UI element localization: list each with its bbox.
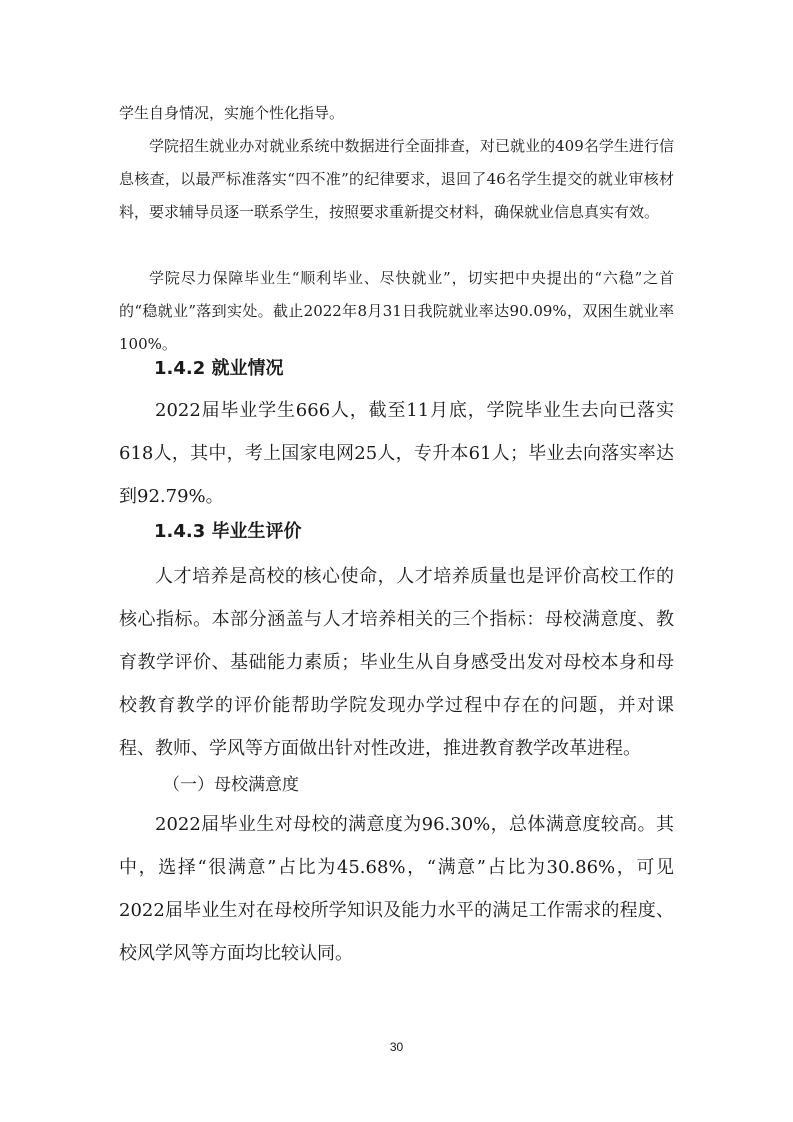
paragraph-evaluation-intro: 人才培养是高校的核心使命，人才培养质量也是评价高校工作的核心指标。本部分涵盖与人才培养相关的三个指标：母校满意度、教育教学评价、基础能力素质；毕业生从自身感受出发对母校本身和母校教育教学的评价能帮助学院发现办学过程中存在的问题，并对课程、教师、学风等方面做出针对性改进，推进教育教学改革进程。 (119, 566, 674, 759)
paragraph-employment-status: 2022届毕业学生666人，截至11月底，学院毕业生去向已落实618人，其中，考上国家电网25人，专升本61人；毕业去向落实率达到92.79%。 (119, 400, 674, 507)
paragraph-employment-rate: 学院尽力保障毕业生“顺利毕业、尽快就业”，切实把中央提出的“六稳”之首 的“稳就业”落到实处。截止2022年8月31日我院就业率达90.09%，双困生就业率100%。 (119, 269, 674, 353)
page-number: 30 (389, 1040, 404, 1054)
subsection-heading-satisfaction: （一）母校满意度 (163, 775, 299, 795)
section-heading-employment: 1.4.2 就业情况 (154, 358, 284, 379)
paragraph-continuation: 学生自身情况，实施个性化指导。 (119, 104, 345, 122)
paragraph-data-check: 学院招生就业办对就业系统中数据进行全面排查，对已就业的409名学生进行信息核查，以最严标准落实“四不准”的纪律要求，退回了46名学生提交的就业审核材料，要求辅导员逐一联系学生，按照要求重新提交材料，确保就业信息真实有效。 (119, 137, 674, 221)
paragraph-satisfaction: 2022届毕业生对母校的满意度为96.30%，总体满意度较高。其中，选择“很满意”占比为45.68%，“满意”占比为30.86%，可见2022届毕业生对在母校所学知识及能力水平的满足工作需求的程度、校风学风等方面均比较认同。 (119, 814, 674, 964)
section-heading-graduate-evaluation: 1.4.3 毕业生评价 (154, 521, 302, 542)
